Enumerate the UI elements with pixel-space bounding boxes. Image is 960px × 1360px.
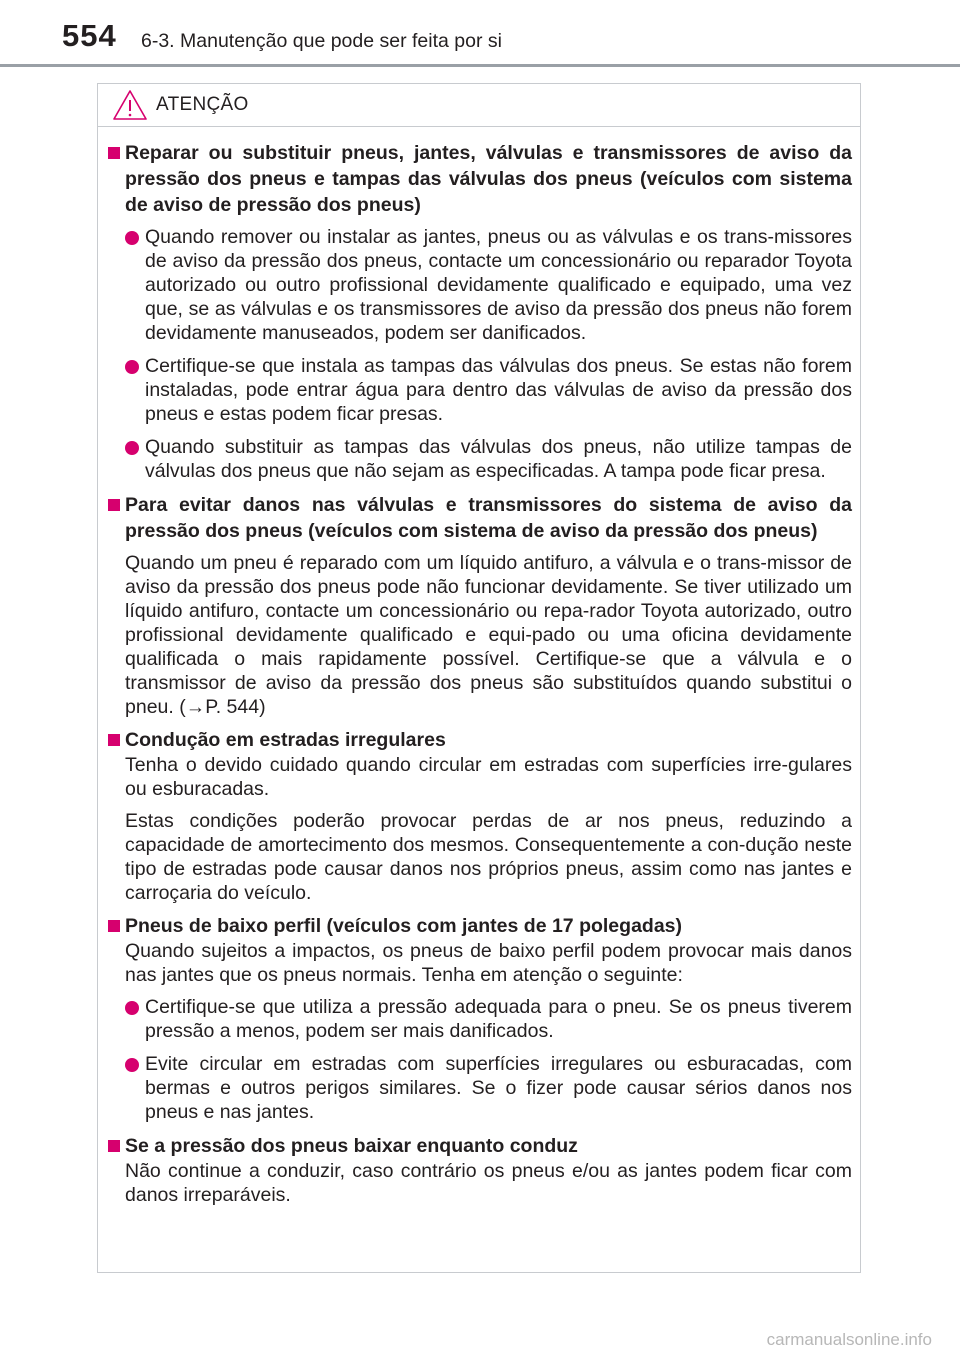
section-tire-repair [98, 140, 860, 483]
section-title: Pneus de baixo perfil (veículos com jantes de 17 polegadas) [125, 915, 683, 937]
bullet-item [125, 354, 852, 426]
section-paragraph: Quando sujeitos a impactos, os pneus de baixo perfil podem provocar mais danos nas jantes que os pneus normais. Tenha em atenção o seguinte: [125, 940, 852, 986]
bullet-item [125, 435, 852, 483]
square-bullet-icon [108, 734, 120, 746]
section-irregular-roads [98, 727, 860, 905]
bullet-text: Certifique-se que instala as tampas das válvulas dos pneus. Se estas não forem instaladas, pode entrar água para dentro das válvulas de aviso da pressão dos pneus e estas podem ficar presas. [145, 355, 852, 425]
square-bullet-icon [108, 920, 120, 932]
bullet-text: Quando remover ou instalar as jantes, pneus ou as válvulas e os trans-missores de aviso da pressão dos pneus, contacte um concessionário ou reparador Toyota autorizado ou outro profissional devidamente qualificado e equipado, uma vez que, se as válvulas e os transmissores de aviso da pressão dos pneus não forem devidamente manuseados, podem ser danificados. [145, 226, 852, 344]
warning-content [98, 140, 860, 1215]
watermark: carmanualsonline.info [766, 1330, 932, 1349]
square-bullet-icon [108, 1140, 120, 1152]
bullet-text: Certifique-se que utiliza a pressão adequada para o pneu. Se os pneus tiverem pressão a menos, podem ser mais danificados. [145, 996, 852, 1042]
round-bullet-icon [125, 441, 139, 455]
section-paragraph: Não continue a conduzir, caso contrário os pneus e/ou as jantes podem ficar com danos irreparáveis. [125, 1160, 852, 1206]
header-rule [0, 64, 960, 67]
section-title: Condução em estradas irregulares [125, 729, 446, 751]
bullet-item [125, 995, 852, 1043]
warning-header [98, 84, 860, 127]
square-bullet-icon [108, 499, 120, 511]
bullet-text: Quando substituir as tampas das válvulas dos pneus, não utilize tampas de válvulas dos pneus que não sejam as especificadas. A tampa pode ficar presa. [145, 436, 852, 482]
round-bullet-icon [125, 231, 139, 245]
section-paragraph: Estas condições poderão provocar perdas de ar nos pneus, reduzindo a capacidade de amortecimento dos mesmos. Consequentemente a con-dução neste tipo de estradas pode causar danos nos próprios pneus, assim como nas jantes e carroçaria do veículo. [125, 810, 852, 904]
section-title: Se a pressão dos pneus baixar enquanto conduz [125, 1135, 578, 1157]
round-bullet-icon [125, 1058, 139, 1072]
warning-box [97, 83, 861, 1273]
round-bullet-icon [125, 360, 139, 374]
section-title: Reparar ou substituir pneus, jantes, válvulas e transmissores de aviso da pressão dos pneus e tampas das válvulas dos pneus (veículos com sistema de aviso de pressão dos pneus) [125, 142, 852, 216]
warning-triangle-icon [112, 89, 148, 121]
running-head: 6-3. Manutenção que pode ser feita por si [141, 30, 502, 52]
round-bullet-icon [125, 1001, 139, 1015]
bullet-item [125, 225, 852, 345]
warning-title: ATENÇÃO [156, 94, 249, 115]
section-paragraph: Quando um pneu é reparado com um líquido antifuro, a válvula e o trans-missor de aviso da pressão dos pneus pode não funcionar devidamente. Se tiver utilizado um líquido antifuro, contacte um concessionário ou repa-rador Toyota autorizado, outro profissional devidamente qualificado e equi-pado ou uma oficina devidamente qualificada o mais rapidamente possível. Certifique-se que a válvula e o transmissor de aviso da pressão dos pneus são substituídos quando substitui o pneu. (→P. 544) [125, 552, 852, 718]
square-bullet-icon [108, 147, 120, 159]
section-low-profile-tires [98, 913, 860, 1124]
bullet-text: Evite circular em estradas com superfícies irregulares ou esburacadas, com bermas e outros perigos similares. Se o fizer pode causar sérios danos nos pneus e nas jantes. [145, 1053, 852, 1123]
bullet-item [125, 1052, 852, 1124]
section-title: Para evitar danos nas válvulas e transmissores do sistema de aviso da pressão dos pneus (veículos com sistema de aviso da pressão dos pneus) [125, 494, 852, 542]
section-paragraph: Tenha o devido cuidado quando circular em estradas com superfícies irre-gulares ou esburacadas. [125, 754, 852, 800]
section-pressure-drop [98, 1133, 860, 1207]
page-number: 554 [62, 18, 117, 53]
section-valve-damage [98, 492, 860, 719]
